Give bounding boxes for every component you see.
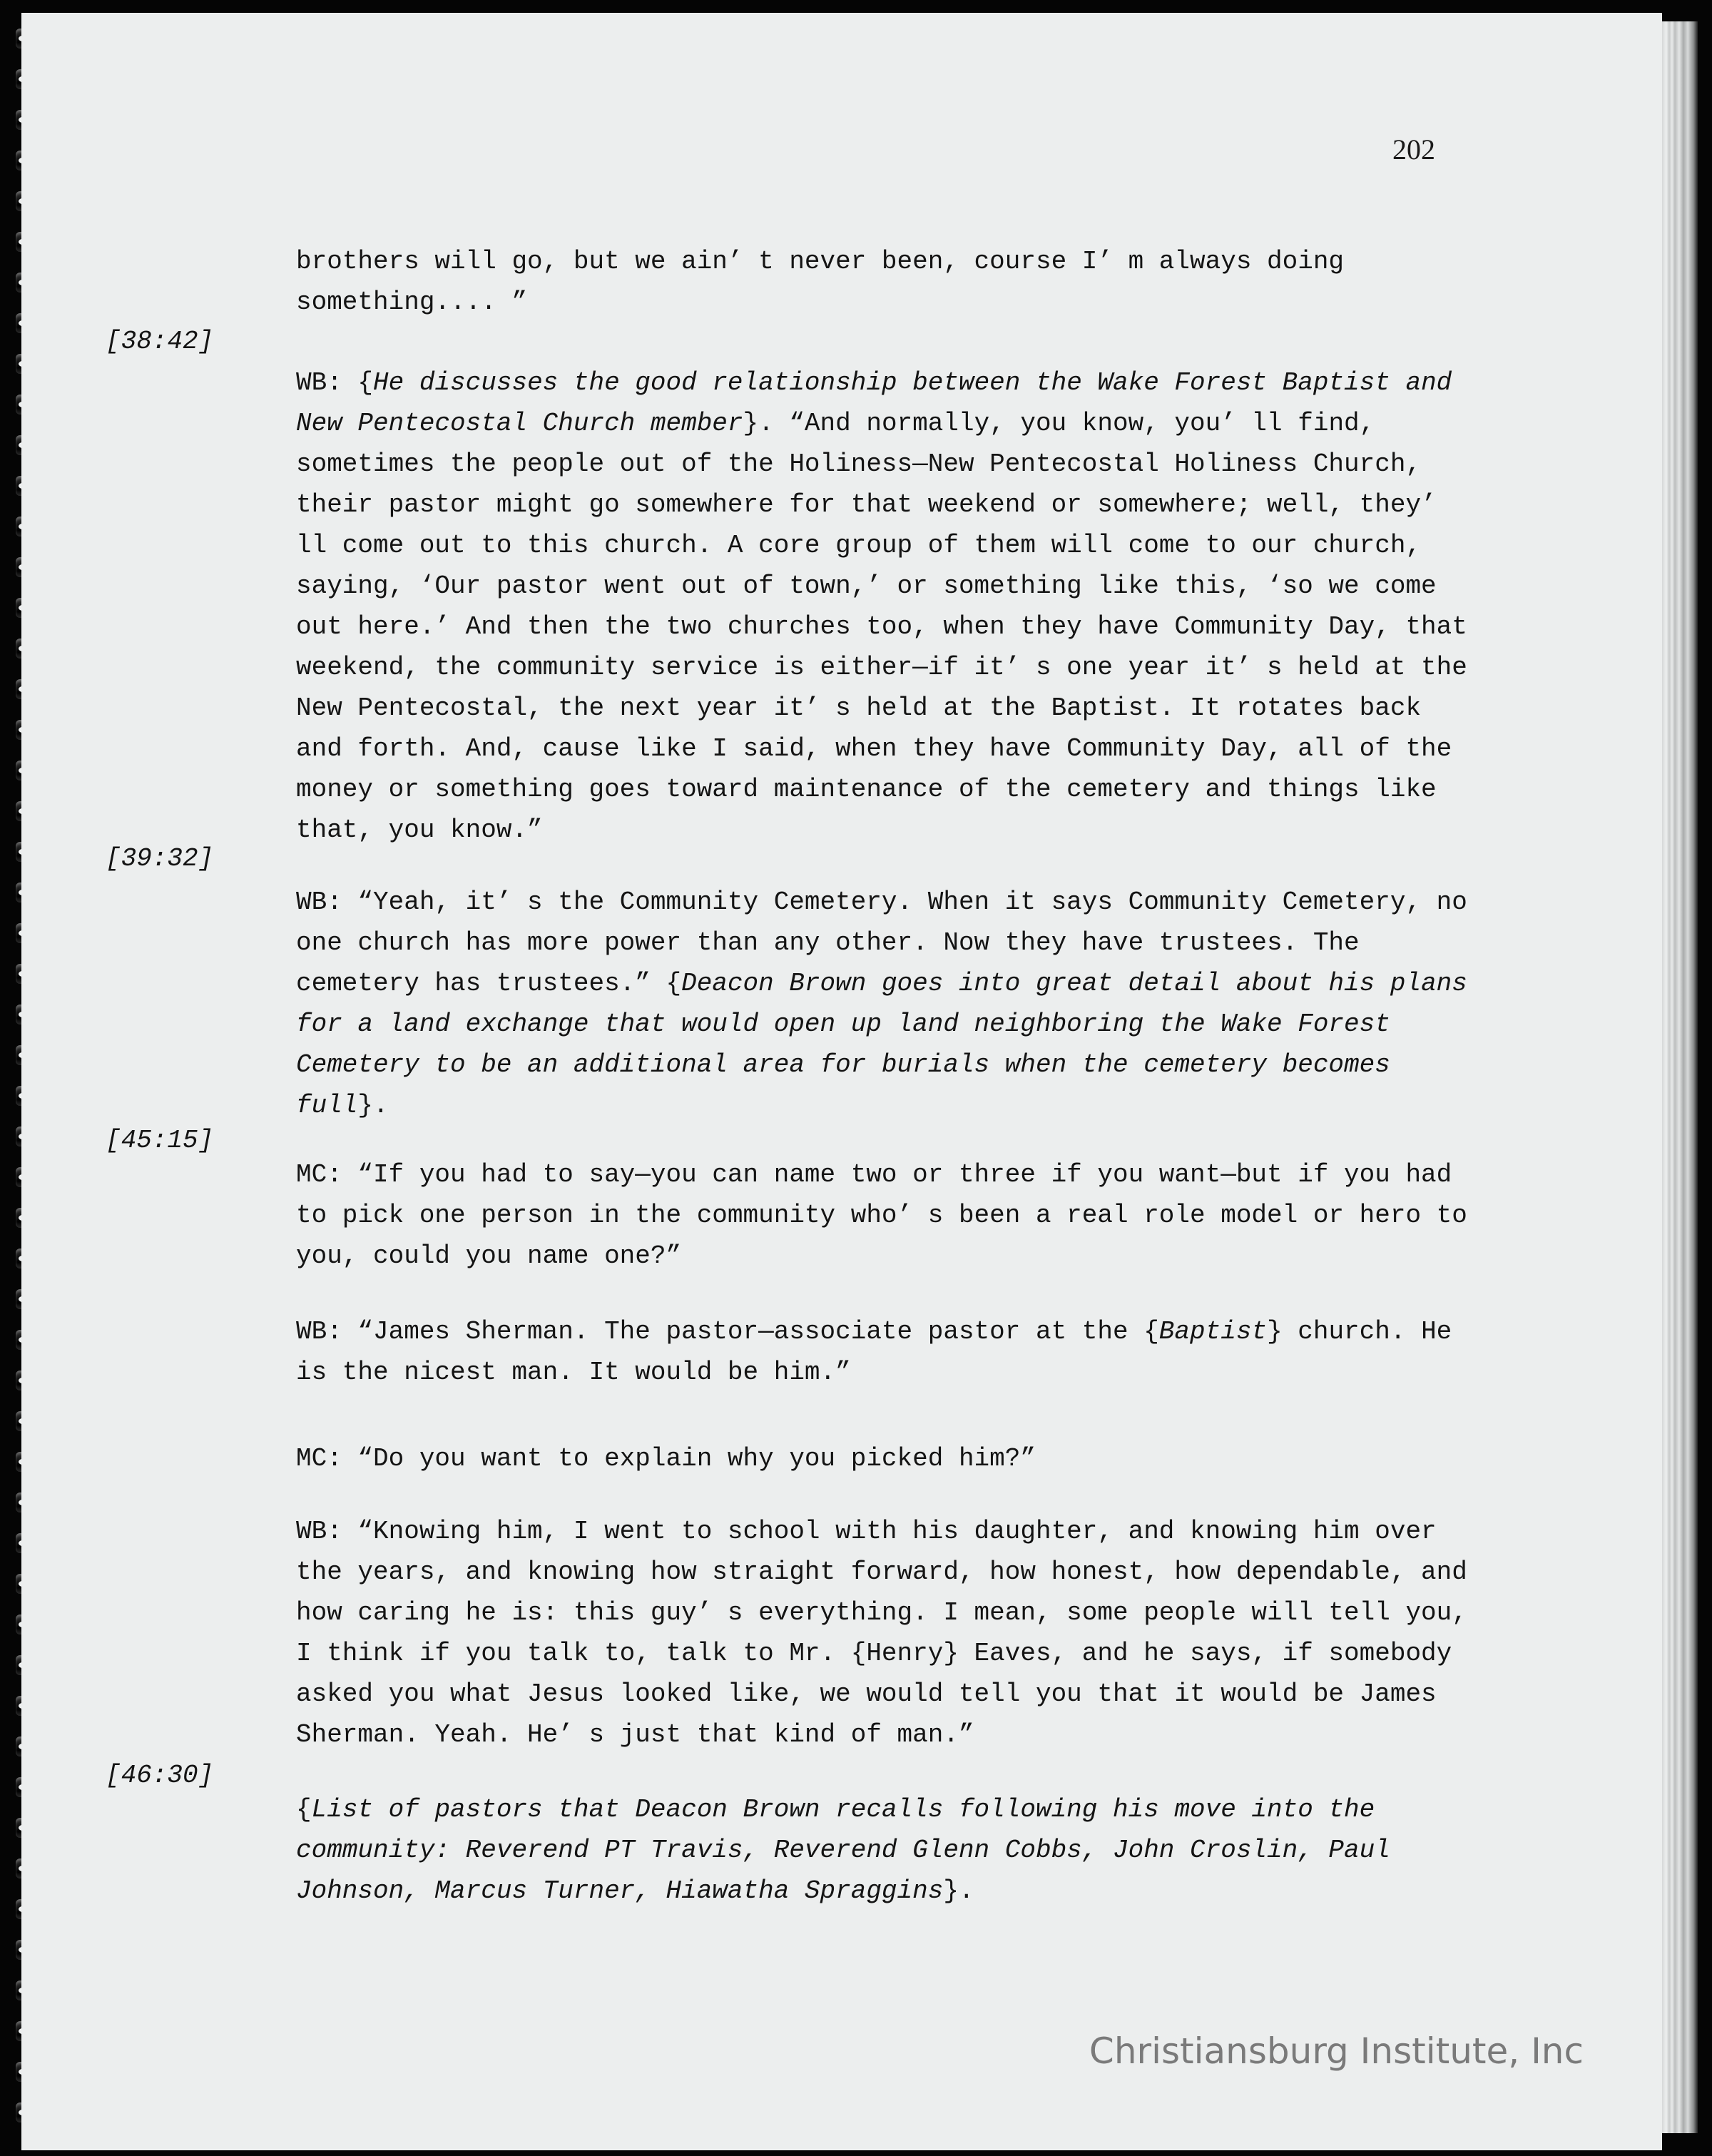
paragraph bbox=[296, 1438, 1480, 1479]
paragraph bbox=[296, 1154, 1480, 1276]
watermark: Christiansburg Institute, Inc bbox=[1089, 2030, 1584, 2072]
dialogue-text: MC: “If you had to say—you can name two or three if you want—but if you had to pick one person in the community who’ s been a real role model or hero to you, could you name one?” bbox=[296, 1160, 1467, 1271]
timestamp: [39:32] bbox=[106, 844, 214, 873]
paragraph bbox=[296, 362, 1480, 850]
timestamp: [38:42] bbox=[106, 327, 214, 356]
italic-note-text: Deacon Brown goes into great detail about his plans for a land exchange that would open up land neighboring the Wake Forest Cemetery to be an additional area for burials when the cemetery becomes full bbox=[296, 969, 1467, 1120]
italic-note-text: List of pastors that Deacon Brown recalls following his move into the community: Reverend PT Travis, Reverend Glenn Cobbs, John Croslin, Paul Johnson, Marcus Turner, Hiawatha Spraggins bbox=[296, 1795, 1390, 1906]
italic-note-text: He discusses the good relationship between the Wake Forest Baptist and New Pentecostal Church member bbox=[296, 368, 1452, 438]
page-stack-edge bbox=[1662, 21, 1698, 2133]
dialogue-text: WB: “Knowing him, I went to school with his daughter, and knowing him over the years, and knowing how straight forward, how honest, how dependable, and how caring he is: this guy’ s everything. I mean, some people will tell you, I think if you talk to, talk to Mr. {Henry} Eaves, and he says, if somebody asked you what Jesus looked like, we would tell you that it would be James Sherman. Yeah. He’ s just that kind of man.” bbox=[296, 1517, 1467, 1749]
dialogue-text: MC: “Do you want to explain why you picked him?” bbox=[296, 1444, 1036, 1473]
dialogue-text: brothers will go, but we ain’ t never been, course I’ m always doing something.... ” bbox=[296, 247, 1345, 317]
dialogue-text: }. bbox=[357, 1091, 389, 1120]
dialogue-text: { bbox=[296, 1795, 312, 1824]
paragraph bbox=[296, 1789, 1480, 1911]
timestamp: [45:15] bbox=[106, 1126, 214, 1155]
timestamp: [46:30] bbox=[106, 1761, 214, 1790]
page-number: 202 bbox=[1392, 133, 1435, 166]
paragraph bbox=[296, 882, 1480, 1126]
dialogue-text: } church. He is the nicest man. It would be him.” bbox=[296, 1317, 1452, 1387]
dialogue-text: WB: { bbox=[296, 368, 374, 397]
document-page bbox=[21, 13, 1662, 2150]
dialogue-text: WB: “Yeah, it’ s the Community Cemetery. When it says Community Cemetery, no one church has more power than any other. Now they have trustees. The cemetery has trustees.” { bbox=[296, 888, 1467, 998]
dialogue-text: }. bbox=[943, 1876, 974, 1906]
transcript-body bbox=[21, 13, 1662, 2150]
italic-note-text: Baptist bbox=[1158, 1317, 1268, 1346]
dialogue-text: WB: “James Sherman. The pastor—associate pastor at the { bbox=[296, 1317, 1159, 1346]
paragraph bbox=[296, 1511, 1480, 1755]
paragraph bbox=[296, 1311, 1480, 1393]
paragraph bbox=[296, 241, 1480, 322]
dialogue-text: }. “And normally, you know, you’ ll find, sometimes the people out of the Holiness—New Pentecostal Holiness Church, their pastor might go somewhere for that weekend or somewhere; well, they’ ll come out to this church. A core group of them will come to our church, saying, ‘Our pastor went out of town,’ or something like this, ‘so we come out here.’ And then the two churches too, when they have Community Day, that weekend, the community service is either—if it’ s one year it’ s held at the New Pentecostal, the next year it’ s held at the Baptist. It rotates back and forth. And, cause like I said, when they have Community Day, all of the money or something goes toward maintenance of the cemetery and things like that, you know.” bbox=[296, 409, 1467, 845]
